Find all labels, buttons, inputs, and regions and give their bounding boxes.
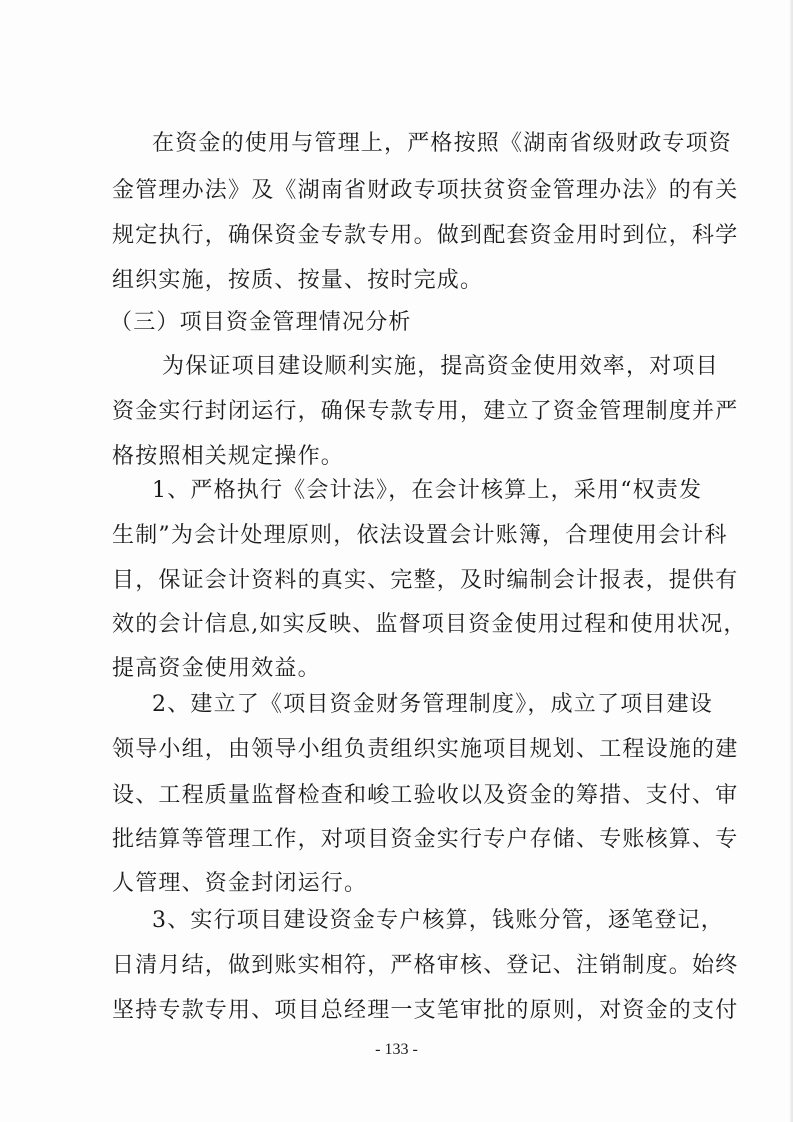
section-heading: （三）项目资金管理情况分析 bbox=[110, 310, 412, 335]
text-line: 3、实行项目建设资金专户核算，钱账分管，逐笔登记， bbox=[152, 908, 724, 933]
text-line: 目，保证会计资料的真实、完整，及时编制会计报表，提供有 bbox=[112, 568, 739, 593]
text-line: 格按照相关规定操作。 bbox=[112, 444, 345, 469]
text-line: 设、工程质量监督检查和峻工验收以及资金的筹措、支付、审 bbox=[112, 783, 739, 808]
text-line: 规定执行，确保资金专款专用。做到配套资金用时到位，科学 bbox=[112, 223, 739, 248]
page-number: - 133 - bbox=[375, 1041, 418, 1058]
text-line: 坚持专款专用、项目总经理一支笔审批的原则，对资金的支付 bbox=[112, 998, 739, 1023]
text-line: 1、严格执行《会计法》，在会计核算上，采用“权责发 bbox=[152, 478, 703, 503]
text-line: 人管理、资金封闭运行。 bbox=[112, 871, 368, 896]
text-line: 效的会计信息,如实反映、监督项目资金使用过程和使用状况， bbox=[112, 612, 747, 637]
text-line: 为保证项目建设顺利实施，提高资金使用效率，对项目 bbox=[162, 354, 719, 379]
text-line: 组织实施，按质、按量、按时完成。 bbox=[112, 268, 484, 293]
text-line: 2、建立了《项目资金财务管理制度》，成立了项目建设 bbox=[152, 692, 713, 717]
text-line: 日清月结，做到账实相符，严格审核、登记、注销制度。始终 bbox=[112, 953, 739, 978]
text-line: 提高资金使用效益。 bbox=[112, 656, 321, 681]
text-line: 批结算等管理工作，对项目资金实行专户存储、专账核算、专 bbox=[112, 827, 739, 852]
text-line: 领导小组，由领导小组负责组织实施项目规划、工程设施的建 bbox=[112, 737, 739, 762]
text-line: 在资金的使用与管理上，严格按照《湖南省级财政专项资 bbox=[152, 131, 733, 156]
text-line: 资金实行封闭运行，确保专款专用，建立了资金管理制度并严 bbox=[112, 399, 739, 424]
text-line: 生制”为会计处理原则，依法设置会计账簿，合理使用会计科 bbox=[112, 523, 728, 548]
text-line: 金管理办法》及《湖南省财政专项扶贫资金管理办法》的有关 bbox=[112, 178, 739, 203]
